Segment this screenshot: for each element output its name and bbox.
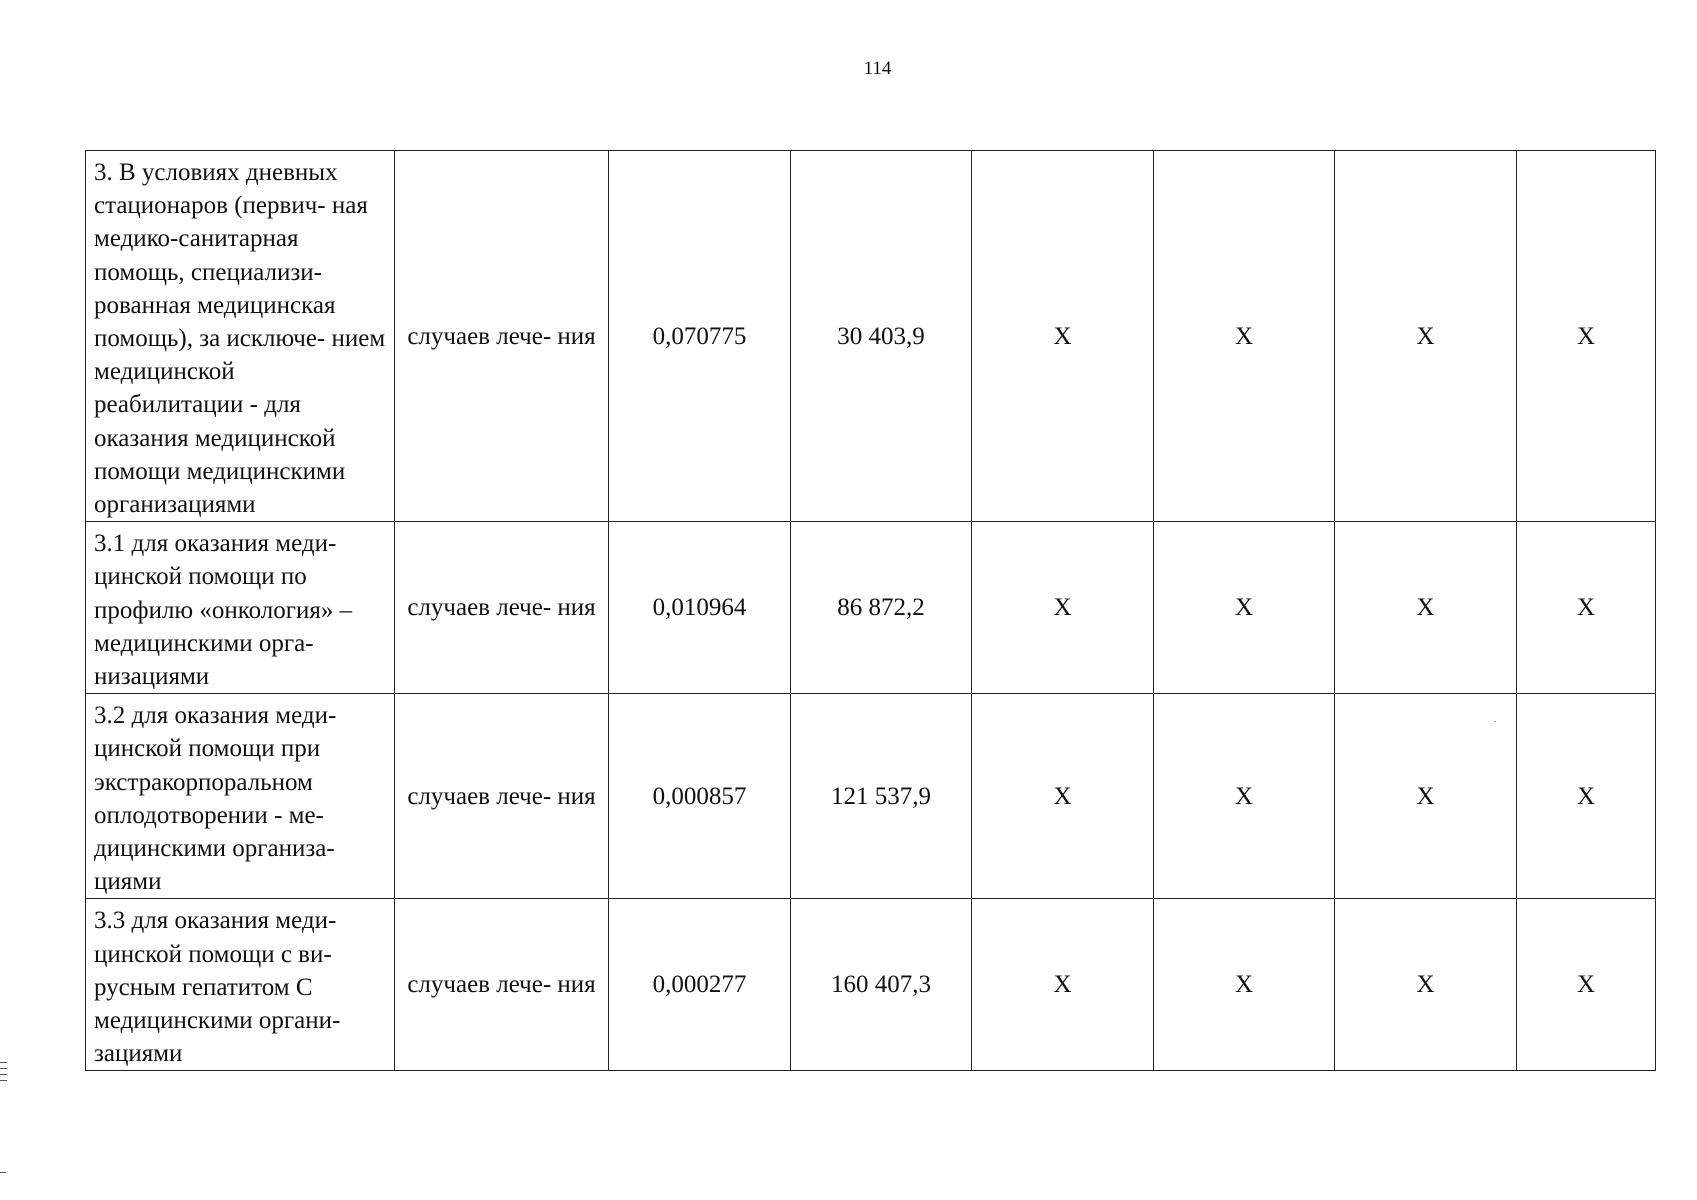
row-cost: 86 872,2 <box>791 522 972 694</box>
row-col7: Х <box>1335 151 1517 522</box>
row-col7: Х <box>1335 899 1517 1071</box>
row-norm: 0,010964 <box>609 522 791 694</box>
row-cost: 160 407,3 <box>791 899 972 1071</box>
row-unit: случаев лече- ния <box>395 151 609 522</box>
row-col5: Х <box>972 522 1154 694</box>
row-col6: Х <box>1154 899 1335 1071</box>
table-row <box>86 151 1656 522</box>
row-col8: Х <box>1517 694 1656 899</box>
row-norm: 0,000277 <box>609 899 791 1071</box>
row-cost: 121 537,9 <box>791 694 972 899</box>
row-unit: случаев лече- ния <box>395 522 609 694</box>
row-col7: Х <box>1335 694 1517 899</box>
row-cost: 30 403,9 <box>791 151 972 522</box>
row-col6: Х <box>1154 522 1335 694</box>
row-col8: Х <box>1517 151 1656 522</box>
row-norm: 0,000857 <box>609 694 791 899</box>
table-row <box>86 694 1656 899</box>
row-unit: случаев лече- ния <box>395 694 609 899</box>
page-number: 114 <box>863 58 892 79</box>
row-col5: Х <box>972 151 1154 522</box>
table-row <box>86 899 1656 1071</box>
row-col8: Х <box>1517 899 1656 1071</box>
row-col5: Х <box>972 694 1154 899</box>
row-description: 3. В условиях дневных стационаров (первич- ная медико-санитарная помощь, специализи- рованная медицинская помощь), за исключе- нием медицинской реабилитации - для оказания медицинской помощи медицинскими организациями <box>86 151 395 522</box>
scan-speck <box>1494 721 1496 722</box>
row-description: 3.2 для оказания меди- цинской помощи при экстракорпоральном оплодотворении - ме- дицинскими организа- циями <box>86 694 395 899</box>
row-unit: случаев лече- ния <box>395 899 609 1071</box>
row-norm: 0,070775 <box>609 151 791 522</box>
data-table <box>85 150 1656 1071</box>
row-col8: Х <box>1517 522 1656 694</box>
row-col7: Х <box>1335 522 1517 694</box>
row-col6: Х <box>1154 694 1335 899</box>
row-description: 3.1 для оказания меди- цинской помощи по профилю «онкология» – медицинскими орга- низациями <box>86 522 395 694</box>
row-col6: Х <box>1154 151 1335 522</box>
scan-edge-dash <box>0 1172 6 1173</box>
row-col5: Х <box>972 899 1154 1071</box>
row-description: 3.3 для оказания меди- цинской помощи с ви- русным гепатитом С медицинскими органи- зациями <box>86 899 395 1071</box>
table-row <box>86 522 1656 694</box>
scan-edge-marks <box>0 1062 8 1086</box>
